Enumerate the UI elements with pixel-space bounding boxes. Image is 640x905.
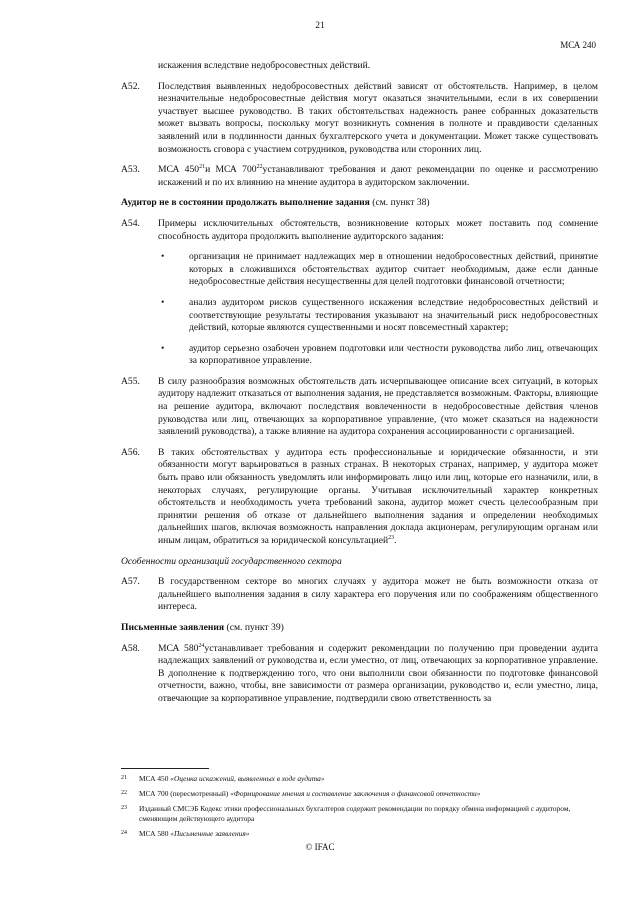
paragraph-a53 bbox=[121, 164, 598, 189]
continuation-text: искажения вследствие недобросовестных действий. bbox=[158, 60, 371, 71]
footnote-text: МСА 580 bbox=[139, 829, 171, 838]
main-text bbox=[121, 60, 598, 714]
text-run: В таких обстоятельствах у аудитора есть профессиональные и юридические обязанности, и эти обязанности могут варьироваться в разных странах. В некоторых странах, например, у аудитора может быть право или обязанность уведомлять или информировать лицо или лиц, которые его назначили, или, в некоторых случаях, регулирующие органы. Учитывая исключительный характер конкретных обстоятельств и необходимость учета требований закона, аудитор может счесть целесообразным при принятии решения об отказе от дальнейшего выполнения задания и определении необходимых дальнейших шагов, включая возможность направления доклада акционерам, регулирующим органам или иным лицам, обратиться за юридической консультацией bbox=[158, 446, 598, 546]
footnote bbox=[121, 774, 598, 784]
footnote-title: «Оценка искажений, выявленных в ходе аудита» bbox=[170, 774, 325, 783]
footnote-title: «Письменные заявления» bbox=[170, 829, 250, 838]
footnote bbox=[121, 804, 598, 824]
bullet-icon: • bbox=[161, 251, 165, 263]
paragraph-text: Последствия выявленных недобросовестных действий зависят от обстоятельств. Например, в целом незначительные недобросовестные действия могут оказаться значительными, если в их совершении участвует высшее руководство. В таких обстоятельствах надежность ранее собранных доказательств может вызвать вопросы, поскольку могут возникнуть сомнения в полноте и правдивости сделанных заявлений или в подлинности данных бухгалтерского учета и документации. Может также существовать возможность сговора с участием сотрудников, руководства или сторонних лиц. bbox=[158, 80, 598, 155]
paragraph-a56 bbox=[121, 447, 598, 548]
text-run: . bbox=[394, 535, 397, 546]
footnote bbox=[121, 829, 598, 839]
footnote-text: Изданный СМСЭБ Кодекс этики профессиональных бухгалтеров содержит рекомендации по порядку обмена информацией с аудитором, сменяющим действующего аудитора bbox=[139, 804, 571, 823]
footnote-number: 23 bbox=[121, 805, 127, 811]
footnote-ref: 21 bbox=[199, 163, 206, 170]
paragraph-text: В государственном секторе во многих случаях у аудитора может не быть возможности отказа от дальнейшего выполнения задания в силу характера его поручения или по соображениям общественного интереса. bbox=[158, 576, 598, 613]
paragraph-a57 bbox=[121, 576, 598, 614]
paragraph-number: A54. bbox=[121, 217, 140, 229]
list-item bbox=[121, 343, 598, 368]
paragraph-number: A57. bbox=[121, 576, 140, 588]
list-item bbox=[121, 297, 598, 335]
page-number: 21 bbox=[315, 21, 325, 31]
bullet-icon: • bbox=[161, 296, 165, 308]
text-run: устанавливают требования и дают рекомендации по оценке и рассмотрению искажений и по их влиянию на мнение аудитора в аудиторском заключении. bbox=[158, 164, 598, 188]
paragraph-number: A55. bbox=[121, 375, 140, 387]
footnote-ref: 24 bbox=[198, 642, 205, 649]
text-run: МСА 580 bbox=[158, 642, 199, 654]
footnote-number: 22 bbox=[121, 790, 127, 796]
heading-ref: (см. пункт 39) bbox=[224, 621, 284, 633]
paragraph-a54 bbox=[121, 218, 598, 243]
bullet-list bbox=[121, 251, 598, 368]
footnote-ref: 23 bbox=[388, 534, 395, 541]
footnote-text: МСА 700 (пересмотренный) bbox=[139, 789, 231, 798]
paragraph-text bbox=[158, 164, 598, 188]
heading-bold: Письменные заявления bbox=[121, 621, 225, 633]
paragraph-a55 bbox=[121, 376, 598, 439]
paragraph-number: A53. bbox=[121, 164, 140, 176]
list-item-text: анализ аудитором рисков существенного искажения вследствие недобросовестных действий и соответствующие результаты тестирования указывают на значительный риск недобросовестных действий, которые являются существенными и носят повсеместный характер; bbox=[189, 296, 598, 334]
footnote-number: 21 bbox=[121, 775, 127, 781]
footnotes bbox=[121, 774, 598, 844]
footnote-number: 24 bbox=[121, 830, 127, 836]
heading-bold: Аудитор не в состоянии продолжать выполнение задания bbox=[121, 197, 370, 209]
text-run: МСА 450 bbox=[158, 164, 200, 176]
paragraph-text bbox=[158, 643, 598, 704]
list-item-text: аудитор серьезно озабочен уровнем подготовки или честности руководства либо лиц, отвечающих за корпоративное управление. bbox=[189, 342, 598, 367]
text-run: устанавливает требования и содержит рекомендации по получению при проведении аудита надлежащих заявлений от руководства и, если уместно, от лиц, отвечающих за корпоративное управление. В дополнение к подтверждению того, что они выполнили свои обязанности по подготовке финансовой отчетности, важно, чтобы, вне зависимости от размера организации, руководство и, если уместно, лица, отвечающие за корпоративное управление, подтвердили свою ответственность за bbox=[158, 642, 599, 704]
footnote bbox=[121, 789, 598, 799]
footnote-text: МСА 450 bbox=[139, 774, 171, 783]
paragraph-text bbox=[158, 447, 598, 546]
copyright-footer: © IFAC bbox=[305, 842, 335, 852]
paragraph-number: A52. bbox=[121, 80, 140, 92]
bullet-icon: • bbox=[161, 342, 165, 354]
standard-label: МСА 240 bbox=[560, 40, 596, 50]
section-heading bbox=[121, 622, 598, 635]
text-run: и МСА 700 bbox=[205, 164, 257, 176]
paragraph-number: A56. bbox=[121, 446, 140, 458]
paragraph-a58 bbox=[121, 643, 598, 706]
list-item bbox=[121, 251, 598, 289]
paragraph-text: В силу разнообразия возможных обстоятельств дать исчерпывающее описание всех ситуаций, в которых аудитору надлежит отказаться от выполнения задания, не представляется возможным. Факторы, влияющие на решение аудитора, включают последствия вовлеченности в недобросовестные действия членов руководства или лиц, отвечающих за корпоративное управление, (что может сказаться на надежности заявлений руководства), а также влияние на аудитора сохранения ассоциированности с организацией. bbox=[158, 375, 598, 438]
paragraph-text: Примеры исключительных обстоятельств, возникновение которых может поставить под сомнение способность аудитора продолжить выполнение аудиторского задания: bbox=[158, 217, 598, 242]
paragraph-number: A58. bbox=[121, 642, 140, 654]
footnote-ref: 22 bbox=[256, 163, 263, 170]
footnote-title: «Формирование мнения и составление заключения о финансовой отчетности» bbox=[230, 789, 481, 798]
paragraph-a52 bbox=[121, 81, 598, 157]
heading-ref: (см. пункт 38) bbox=[369, 197, 430, 209]
footnote-divider bbox=[121, 768, 209, 769]
list-item-text: организация не принимает надлежащих мер в отношении недобросовестных действий, принятие которых в сложившихся обстоятельствах аудитор считает необходимым, даже если данные недобросовестные действия несущественны для целей подготовки финансовой отчетности; bbox=[189, 251, 598, 288]
subsection-heading: Особенности организаций государственного сектора bbox=[121, 555, 342, 567]
section-heading bbox=[121, 197, 598, 210]
